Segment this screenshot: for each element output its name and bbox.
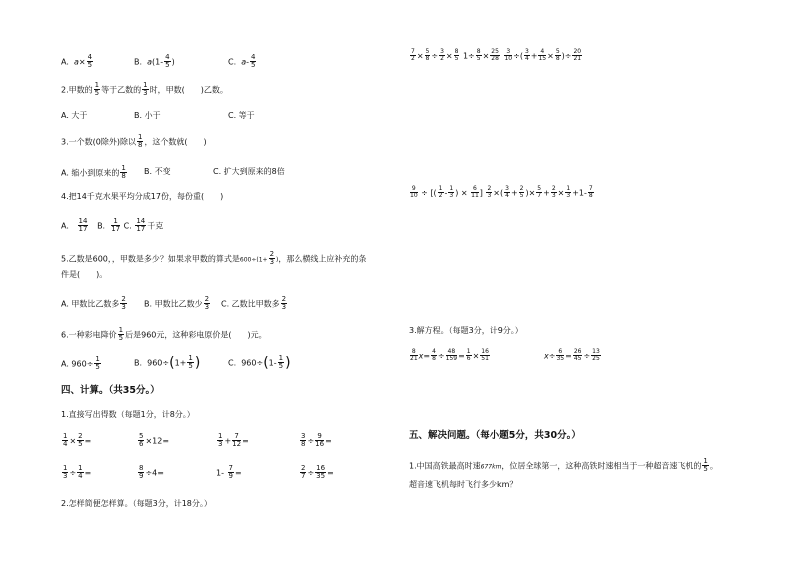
q2-option-b: B. 小于 xyxy=(134,111,161,120)
q5-option-b: B. 甲数比乙数少 $\frac{2}{3}$ xyxy=(144,295,210,312)
q6-option-a: A. 960÷ $\frac{1}{5}$ xyxy=(61,355,100,372)
q3-option-c: C. 扩大到原来的8倍 xyxy=(213,167,285,176)
q2-option-a: A. 大于 xyxy=(61,111,88,120)
q6-text: 6.一种彩电降价 $\frac{1}{5}$ 后是960元，这种彩电原价是( )元。 xyxy=(61,326,267,343)
calc-5: $\frac{1}{3}$ ÷ $\frac{1}{4}$ = xyxy=(63,464,92,481)
equations-row: $\frac{8}{21}$ x= $\frac{4}{8}$ ÷ $\frac{48}{159}$ = $\frac{1}{6}$ × $\frac{16}{51}$ x÷ $\frac{6}{35}$ = $\frac{26}{45}$ ÷ $\frac{13}{25}$ xyxy=(410,348,600,363)
q6-option-b: B. 960÷(1+ $\frac{1}{5}$ ) xyxy=(134,354,201,371)
section5-q1-line2: 超音速飞机每时飞行多少km？ xyxy=(409,480,518,489)
q4-text: 4.把14千克水果平均分成17份，每份重( ) xyxy=(61,192,224,201)
q5-text-line1: 5.乙数是600，，甲数是多少？如果求甲数的算式是600÷(1+ $\frac{2}{3}$ )，那么横线上应补充的条 xyxy=(61,250,367,267)
q5-option-c: C. 乙数比甲数多 $\frac{2}{3}$ xyxy=(221,295,287,312)
section5-q1-line1: 1.中国高铁最高时速677km，位居全球第一，这种高铁时速相当于一种超音速飞机的 $\frac{1}{5}$ 。 xyxy=(409,457,718,474)
calc-1: $\frac{1}{4}$ × $\frac{2}{5}$ = xyxy=(63,432,92,449)
section4-heading: 四、计算。（共35分。） xyxy=(61,385,160,396)
q2-text: 2.甲数的 $\frac{1}{5}$ 等于乙数的 $\frac{1}{3}$ 时，甲数( )乙数。 xyxy=(61,81,228,98)
section4-sub1: 1.直接写出得数（每题1分，计8分。） xyxy=(61,410,195,419)
q1-option-b: B. a(1- $\frac{4}{5}$ ) xyxy=(134,53,175,70)
calc-3: $\frac{1}{3}$ + $\frac{7}{12}$ = xyxy=(218,432,249,449)
calc-8: $\frac{2}{7}$ ÷ $\frac{16}{35}$ = xyxy=(301,464,334,481)
q1-option-a: A. a× $\frac{4}{5}$ xyxy=(61,53,93,70)
q3-text: 3.一个数(0除外)除以 $\frac{1}{8}$ ，这个数就( ) xyxy=(61,133,207,150)
q1-option-c: C. a- $\frac{4}{5}$ xyxy=(228,53,256,70)
equations-heading: 3.解方程。（每题3分，计9分。） xyxy=(409,326,523,335)
q5-text-line2: 件是( )。 xyxy=(61,270,108,279)
calc-4: $\frac{3}{8}$ ÷ $\frac{9}{16}$ = xyxy=(301,432,332,449)
simplify-expressions-row1: $\frac{7}{2}$ × $\frac{5}{8}$ ÷ $\frac{3}{2}$ × $\frac{8}{5}$ 1÷ $\frac{8}{5}$ × $\frac{25}{28}$ $\frac{3}{10}$ ÷( $\frac{3}{4}$ + $\frac{4}{15}$ × $\frac{5}{8}$ )÷ $\frac{20}{21}$ xyxy=(411,48,582,63)
section4-sub2: 2.怎样简便怎样算。（每题3分，计18分。） xyxy=(61,499,212,508)
q5-option-a: A. 甲数比乙数多 $\frac{2}{3}$ xyxy=(61,295,126,312)
calc-7: 1- $\frac{7}{9}$ = xyxy=(216,464,242,481)
q3-option-b: B. 不变 xyxy=(144,167,171,176)
q6-option-c: C. 960÷(1- $\frac{1}{5}$ ) xyxy=(228,354,291,371)
calc-2: $\frac{5}{6}$ ×12= xyxy=(139,432,170,449)
q2-option-c: C. 等于 xyxy=(228,111,255,120)
q4-options: A. $\frac{14}{17}$ B. $\frac{1}{17}$ C. $\frac{14}{17}$ 千克 xyxy=(61,217,164,234)
calc-6: $\frac{8}{9}$ ÷4= xyxy=(139,464,164,481)
q3-option-a: A. 缩小到原来的 $\frac{1}{8}$ xyxy=(61,164,126,181)
simplify-expressions-row2: $\frac{9}{10}$ ÷ [( $\frac{1}{2}$ - $\frac{1}{3}$ ) × $\frac{6}{11}$ ] $\frac{2}{3}$ ×( $\frac{3}{4}$ + $\frac{2}{5}$ )× $\frac{5}{7}$ + $\frac{2}{3}$ × $\frac{1}{3}$ +1- $\frac{7}{8}$ xyxy=(410,185,593,200)
section5-heading: 五、解决问题。（每小题5分，共30分。） xyxy=(409,430,581,441)
